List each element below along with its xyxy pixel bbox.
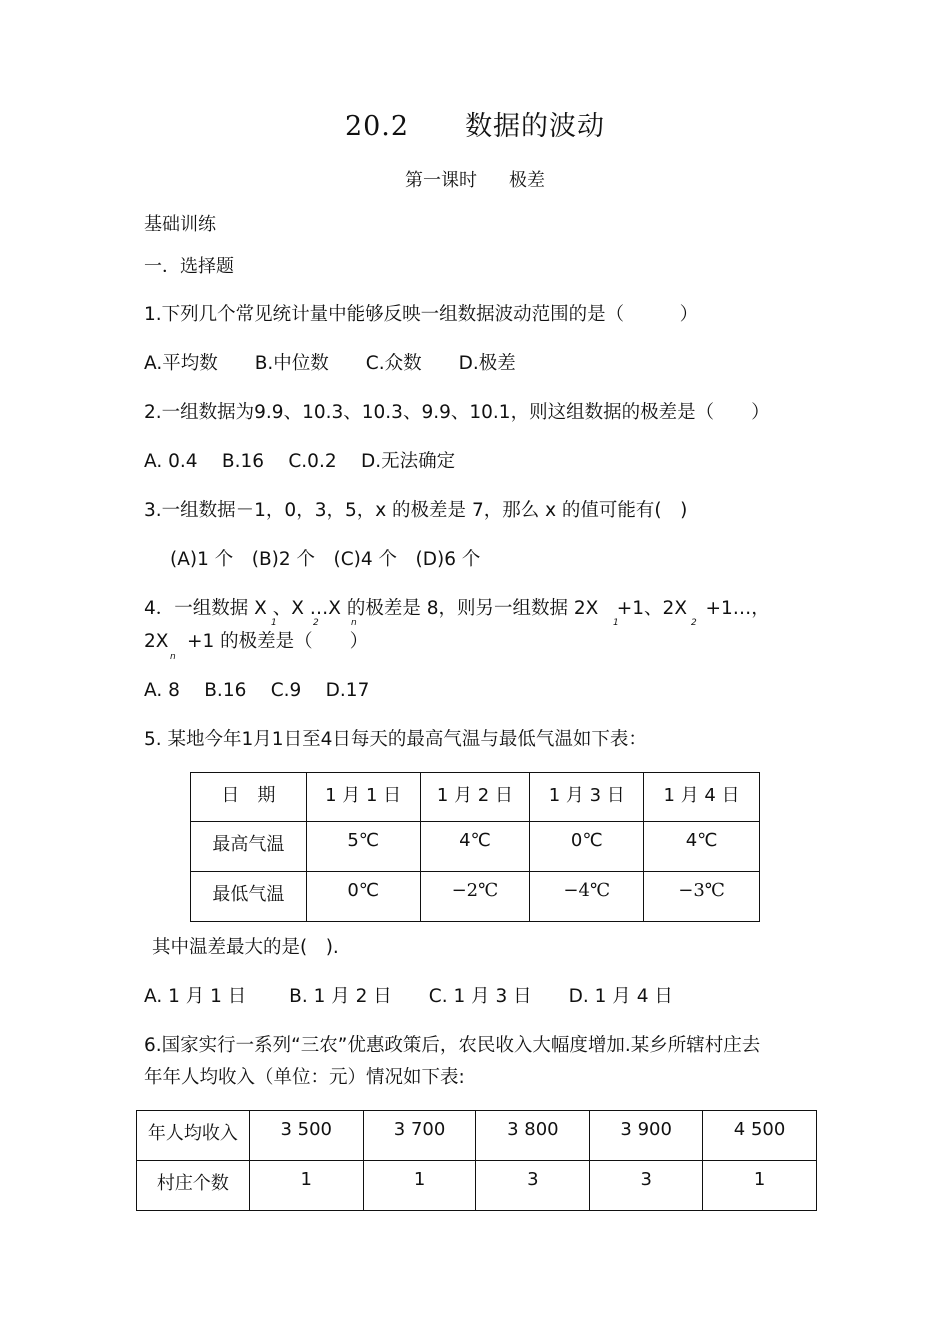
- table-cell: 最高气温: [191, 822, 307, 872]
- q1-options: A.平均数 B.中位数 C.众数 D.极差: [144, 353, 516, 374]
- table-cell: 3 700: [363, 1111, 476, 1161]
- table-cell: 5℃: [306, 822, 420, 872]
- temperature-table: [190, 772, 760, 922]
- table-cell: 3: [476, 1161, 590, 1211]
- table-cell: 最低气温: [191, 872, 307, 922]
- table-cell: 1 月 1 日: [306, 773, 420, 822]
- table-row: [191, 822, 760, 872]
- table-cell: 年人均收入: [137, 1111, 250, 1161]
- table-cell: −3℃: [644, 872, 760, 922]
- table-cell: 1: [703, 1161, 817, 1211]
- table-cell: −2℃: [420, 872, 530, 922]
- q4-subscript: 1: [271, 618, 277, 628]
- q4-subscript: 2: [691, 618, 697, 628]
- table-row: [191, 773, 760, 822]
- table-cell: 1: [363, 1161, 476, 1211]
- q4-subscript: 2: [313, 618, 319, 628]
- table-cell: 1 月 3 日: [530, 773, 644, 822]
- q6-line2: 年年人均收入（单位：元）情况如下表:: [144, 1067, 465, 1088]
- q5-options: A. 1 月 1 日 B. 1 月 2 日 C. 1 月 3 日 D. 1 月 4 日: [144, 986, 673, 1007]
- page-title: [0, 104, 950, 143]
- table-cell: 1 月 2 日: [420, 773, 530, 822]
- q4-subscript: 1: [613, 618, 619, 628]
- title-text: 数据的波动: [465, 111, 606, 142]
- table-cell: 0℃: [530, 822, 644, 872]
- income-table: [136, 1110, 817, 1211]
- q5-question: 其中温差最大的是( ).: [152, 937, 339, 958]
- q2-stem: 2.一组数据为9.9、10.3、10.3、9.9、10.1，则这组数据的极差是（ ）: [144, 402, 770, 423]
- table-cell: 4 500: [703, 1111, 817, 1161]
- table-cell: −4℃: [530, 872, 644, 922]
- q3-stem: 3.一组数据－1，0，3，5，x 的极差是 7，那么 x 的值可能有( ): [144, 500, 688, 521]
- q4-options: A. 8 B.16 C.9 D.17: [144, 680, 370, 701]
- table-cell: 1 月 4 日: [644, 773, 760, 822]
- title-number: 20.2: [344, 111, 410, 142]
- subtitle-lesson: 第一课时: [405, 170, 477, 191]
- table-row: [137, 1111, 817, 1161]
- q5-stem: 5. 某地今年1月1日至4日每天的最高气温与最低气温如下表：: [144, 729, 647, 750]
- q1-stem: 1.下列几个常见统计量中能够反映一组数据波动范围的是（ ）: [144, 304, 699, 325]
- table-cell: 3 500: [249, 1111, 363, 1161]
- table-cell: 4℃: [644, 822, 760, 872]
- q4-subscript: n: [170, 652, 176, 662]
- table-cell: 村庄个数: [137, 1161, 250, 1211]
- subtitle-topic: 极差: [509, 170, 545, 191]
- q6-line1: 6.国家实行一系列“三农”优惠政策后，农民收入大幅度增加.某乡所辖村庄去: [144, 1035, 761, 1056]
- q3-options: (A)1 个 (B)2 个 (C)4 个 (D)6 个: [170, 549, 481, 570]
- page-subtitle: [0, 166, 950, 192]
- table-cell: 3 900: [590, 1111, 703, 1161]
- table-cell: 4℃: [420, 822, 530, 872]
- table-row: [137, 1161, 817, 1211]
- q4-line2: 2X +1 的极差是（ ）: [144, 631, 369, 652]
- table-cell: 日 期: [191, 773, 307, 822]
- q4-line1: 4．一组数据 X 、X …X 的极差是 8，则另一组数据 2X +1、2X +1…，: [144, 598, 770, 619]
- q4-subscript: n: [351, 618, 357, 628]
- table-cell: 0℃: [306, 872, 420, 922]
- section-choice: 一．选择题: [144, 256, 234, 277]
- table-cell: 3: [590, 1161, 703, 1211]
- table-cell: 1: [249, 1161, 363, 1211]
- table-cell: 3 800: [476, 1111, 590, 1161]
- q2-options: A. 0.4 B.16 C.0.2 D.无法确定: [144, 451, 456, 472]
- table-row: [191, 872, 760, 922]
- section-training: 基础训练: [144, 214, 216, 235]
